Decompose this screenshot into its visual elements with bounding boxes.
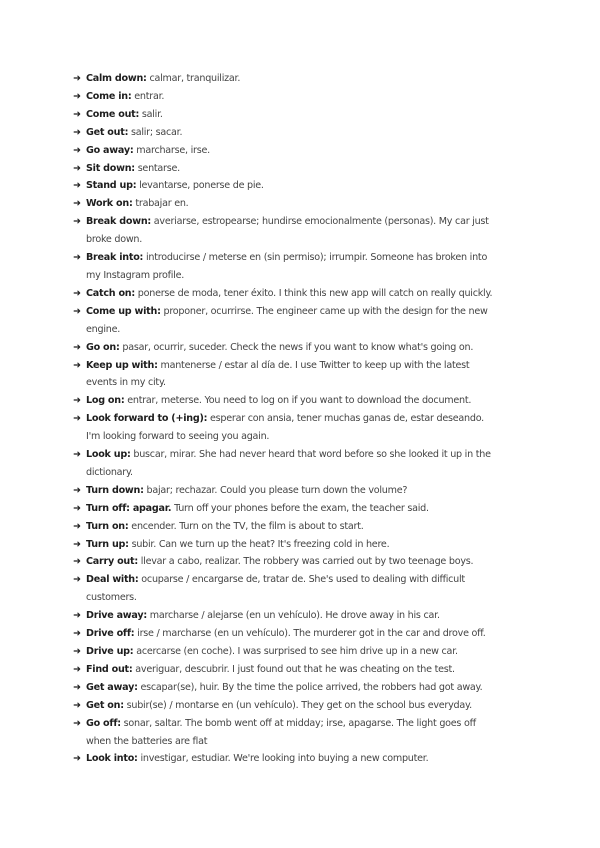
list-item [73, 124, 493, 142]
arrow-icon: ➜ [73, 717, 81, 729]
list-item [73, 607, 493, 625]
arrow-icon: ➜ [73, 520, 81, 532]
list-item [73, 195, 493, 213]
phrasal-verb: Log on: [86, 395, 125, 407]
definition-text: ponerse de moda, tener éxito. I think this new app will catch on really quickly. [137, 287, 493, 299]
definition-text: calmar, tranquilizar. [149, 73, 241, 84]
definition-text: salir. [141, 108, 163, 120]
definition-text: salir; sacar. [130, 126, 183, 138]
list-item [73, 661, 493, 679]
definition-text: ocuparse / encargarse de, tratar de. She's used to dealing with difficult customers. [86, 574, 465, 604]
phrasal-verb: Carry out: [86, 556, 138, 568]
arrow-icon: ➜ [73, 198, 81, 210]
arrow-icon: ➜ [73, 341, 81, 353]
arrow-icon: ➜ [73, 180, 81, 192]
definition-text: introducirse / meterse en (sin permiso); irrumpir. Someone has broken into my Instagram profile. [86, 252, 488, 281]
arrow-icon: ➜ [73, 73, 81, 84]
arrow-icon: ➜ [73, 305, 81, 317]
list-item [73, 339, 493, 357]
list-item [73, 303, 493, 339]
definition-text: subir. Can we turn up the heat? It's freezing cold in here. [131, 538, 390, 550]
arrow-icon: ➜ [73, 484, 81, 496]
arrow-icon: ➜ [73, 681, 81, 693]
phrasal-verb: Break down: [86, 216, 151, 228]
list-item [73, 715, 493, 751]
phrasal-verb: Turn up: [86, 538, 129, 550]
list-item [73, 285, 493, 303]
list-item [73, 625, 493, 643]
list-item [73, 679, 493, 697]
phrasal-verb: Get out: [86, 126, 129, 138]
definition-text: esperar con ansia, tener muchas ganas de, estar deseando. I'm looking forward to seeing you again. [86, 413, 484, 443]
phrasal-verb: Come in: [86, 90, 132, 102]
list-item [73, 213, 493, 249]
phrasal-verb: Get on: [86, 699, 124, 711]
arrow-icon: ➜ [73, 556, 81, 568]
definition-text: acercarse (en coche). I was surprised to see him drive up in a new car. [136, 646, 458, 657]
list-item [73, 446, 493, 482]
arrow-icon: ➜ [73, 574, 81, 586]
arrow-icon: ➜ [73, 646, 81, 657]
arrow-icon: ➜ [73, 90, 81, 102]
phrasal-verb: Get away: [86, 681, 138, 693]
list-item [73, 410, 493, 446]
phrasal-verb: Look forward to (+ing): [86, 413, 208, 425]
definition-text: entrar, meterse. You need to log on if you want to download the document. [127, 395, 472, 407]
definition-text: trabajar en. [135, 198, 189, 210]
phrasal-verb: Stand up: [86, 180, 137, 192]
arrow-icon: ➜ [73, 538, 81, 550]
definition-text: encender. Turn on the TV, the film is about to start. [131, 520, 364, 532]
phrasal-verb: Keep up with: [86, 359, 158, 371]
arrow-icon: ➜ [73, 216, 81, 228]
list-item [73, 249, 493, 285]
arrow-icon: ➜ [73, 395, 81, 407]
list-item [73, 518, 493, 536]
phrasal-verb: Come up with: [86, 305, 161, 317]
phrasal-verb: Come out: [86, 108, 140, 120]
phrasal-verb: Turn on: [86, 520, 129, 532]
definition-text: sonar, saltar. The bomb went off at midday; irse, apagarse. The light goes off when the batteries are flat [86, 717, 476, 747]
list-item [73, 88, 493, 106]
list-item [73, 106, 493, 124]
list-item [73, 553, 493, 571]
phrasal-verb: Drive off: [86, 628, 135, 640]
list-item [73, 160, 493, 178]
phrasal-verb: Deal with: [86, 574, 139, 586]
list-item [73, 536, 493, 554]
list-item [73, 177, 493, 195]
definition-text: subir(se) / montarse en (un vehículo). They get on the school bus everyday. [126, 699, 472, 711]
arrow-icon: ➜ [73, 126, 81, 138]
arrow-icon: ➜ [73, 359, 81, 371]
phrasal-verb: Calm down: [86, 73, 147, 84]
phrasal-verb: Look up: [86, 449, 131, 461]
list-item [73, 142, 493, 160]
phrasal-verb: Drive up: [86, 646, 134, 657]
phrasal-verb: Go on: [86, 341, 120, 353]
definition-text: sentarse. [137, 162, 180, 174]
definition-text: proponer, ocurrirse. The engineer came up with the design for the new engine. [86, 305, 488, 335]
arrow-icon: ➜ [73, 449, 81, 461]
list-item [73, 500, 493, 518]
arrow-icon: ➜ [73, 502, 81, 514]
definition-text: averiguar, descubrir. I just found out that he was cheating on the test. [135, 663, 455, 675]
arrow-icon: ➜ [73, 108, 81, 120]
phrasal-verb: Find out: [86, 663, 133, 675]
list-item [73, 357, 493, 393]
definition-text: Turn off your phones before the exam, the teacher said. [174, 502, 429, 514]
definition-text: pasar, ocurrir, suceder. Check the news if you want to know what's going on. [122, 341, 474, 353]
phrasal-verb: Look into: [86, 753, 138, 765]
definition-text: investigar, estudiar. We're looking into buying a new computer. [140, 753, 429, 765]
definition-text: irse / marcharse (en un vehículo). The murderer got in the car and drove off. [137, 628, 486, 640]
phrasal-verb: Turn off: apagar. [86, 502, 172, 514]
arrow-icon: ➜ [73, 162, 81, 174]
arrow-icon: ➜ [73, 663, 81, 675]
definition-text: escapar(se), huir. By the time the police arrived, the robbers had got away. [140, 681, 483, 693]
definition-text: buscar, mirar. She had never heard that word before so she looked it up in the dictionary. [86, 449, 491, 478]
list-item [73, 643, 493, 661]
phrasal-verb: Break into: [86, 252, 144, 264]
list-item [73, 697, 493, 715]
phrasal-verb-list [73, 70, 493, 768]
phrasal-verb: Sit down: [86, 162, 135, 174]
arrow-icon: ➜ [73, 610, 81, 622]
phrasal-verb: Catch on: [86, 287, 135, 299]
arrow-icon: ➜ [73, 699, 81, 711]
definition-text: entrar. [134, 90, 165, 102]
arrow-icon: ➜ [73, 753, 81, 765]
definition-text: marcharse / alejarse (en un vehículo). He drove away in his car. [149, 610, 440, 622]
definition-text: levantarse, ponerse de pie. [139, 180, 264, 192]
phrasal-verb: Work on: [86, 198, 133, 210]
arrow-icon: ➜ [73, 144, 81, 156]
definition-text: bajar; rechazar. Could you please turn down the volume? [146, 484, 408, 496]
definition-text: averiarse, estropearse; hundirse emocionalmente (personas). My car just broke down. [86, 216, 489, 246]
list-item [73, 70, 493, 88]
list-item [73, 571, 493, 607]
phrasal-verb: Turn down: [86, 484, 144, 496]
arrow-icon: ➜ [73, 413, 81, 425]
definition-text: llevar a cabo, realizar. The robbery was carried out by two teenage boys. [140, 556, 474, 568]
phrasal-verb: Go off: [86, 717, 121, 729]
phrasal-verb: Drive away: [86, 610, 147, 622]
list-item [73, 482, 493, 500]
definition-text: mantenerse / estar al día de. I use Twitter to keep up with the latest events in my city. [86, 359, 470, 389]
definition-text: marcharse, irse. [136, 144, 210, 156]
arrow-icon: ➜ [73, 287, 81, 299]
list-item [73, 392, 493, 410]
arrow-icon: ➜ [73, 628, 81, 640]
arrow-icon: ➜ [73, 252, 81, 264]
phrasal-verb: Go away: [86, 144, 134, 156]
list-item [73, 750, 493, 768]
